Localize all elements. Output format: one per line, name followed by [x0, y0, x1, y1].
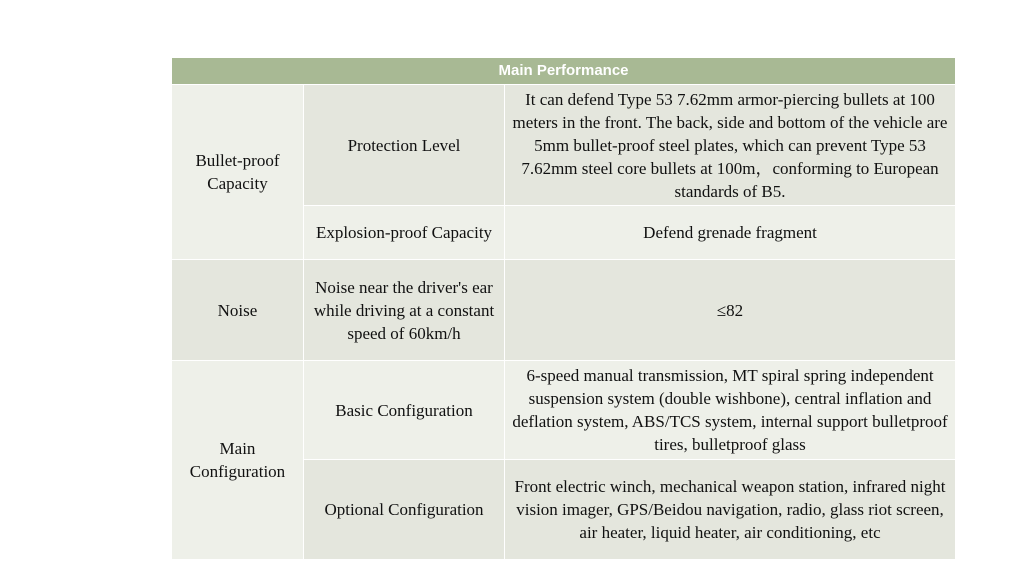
category-bullet-proof: Bullet-proof Capacity: [172, 85, 304, 260]
value-explosion-proof: Defend grenade fragment: [505, 206, 956, 260]
value-optional-configuration: Front electric winch, mechanical weapon station, infrared night vision imager, GPS/Beidou navigation, radio, glass riot screen, air heater, liquid heater, air conditioning, etc: [505, 460, 956, 560]
item-optional-configuration: Optional Configuration: [304, 460, 505, 560]
category-main-configuration: Main Configuration: [172, 361, 304, 560]
main-performance-table: [171, 57, 956, 560]
value-noise: ≤82: [505, 260, 956, 361]
table-title: Main Performance: [172, 58, 956, 85]
category-noise: Noise: [172, 260, 304, 361]
item-basic-configuration: Basic Configuration: [304, 361, 505, 460]
item-protection-level: Protection Level: [304, 85, 505, 206]
value-protection-level: It can defend Type 53 7.62mm armor-piercing bullets at 100 meters in the front. The back, side and bottom of the vehicle are 5mm bullet-proof steel plates, which can prevent Type 53 7.62mm steel core bullets at 100m，conforming to European standards of B5.: [505, 85, 956, 206]
item-noise: Noise near the driver's ear while driving at a constant speed of 60km/h: [304, 260, 505, 361]
table-row: [172, 361, 956, 460]
table-row: [172, 260, 956, 361]
value-basic-configuration: 6-speed manual transmission, MT spiral spring independent suspension system (double wishbone), central inflation and deflation system, ABS/TCS system, internal support bulletproof tires, bulletproof glass: [505, 361, 956, 460]
item-explosion-proof: Explosion-proof Capacity: [304, 206, 505, 260]
table-row: [172, 85, 956, 206]
table-header-row: [172, 58, 956, 85]
